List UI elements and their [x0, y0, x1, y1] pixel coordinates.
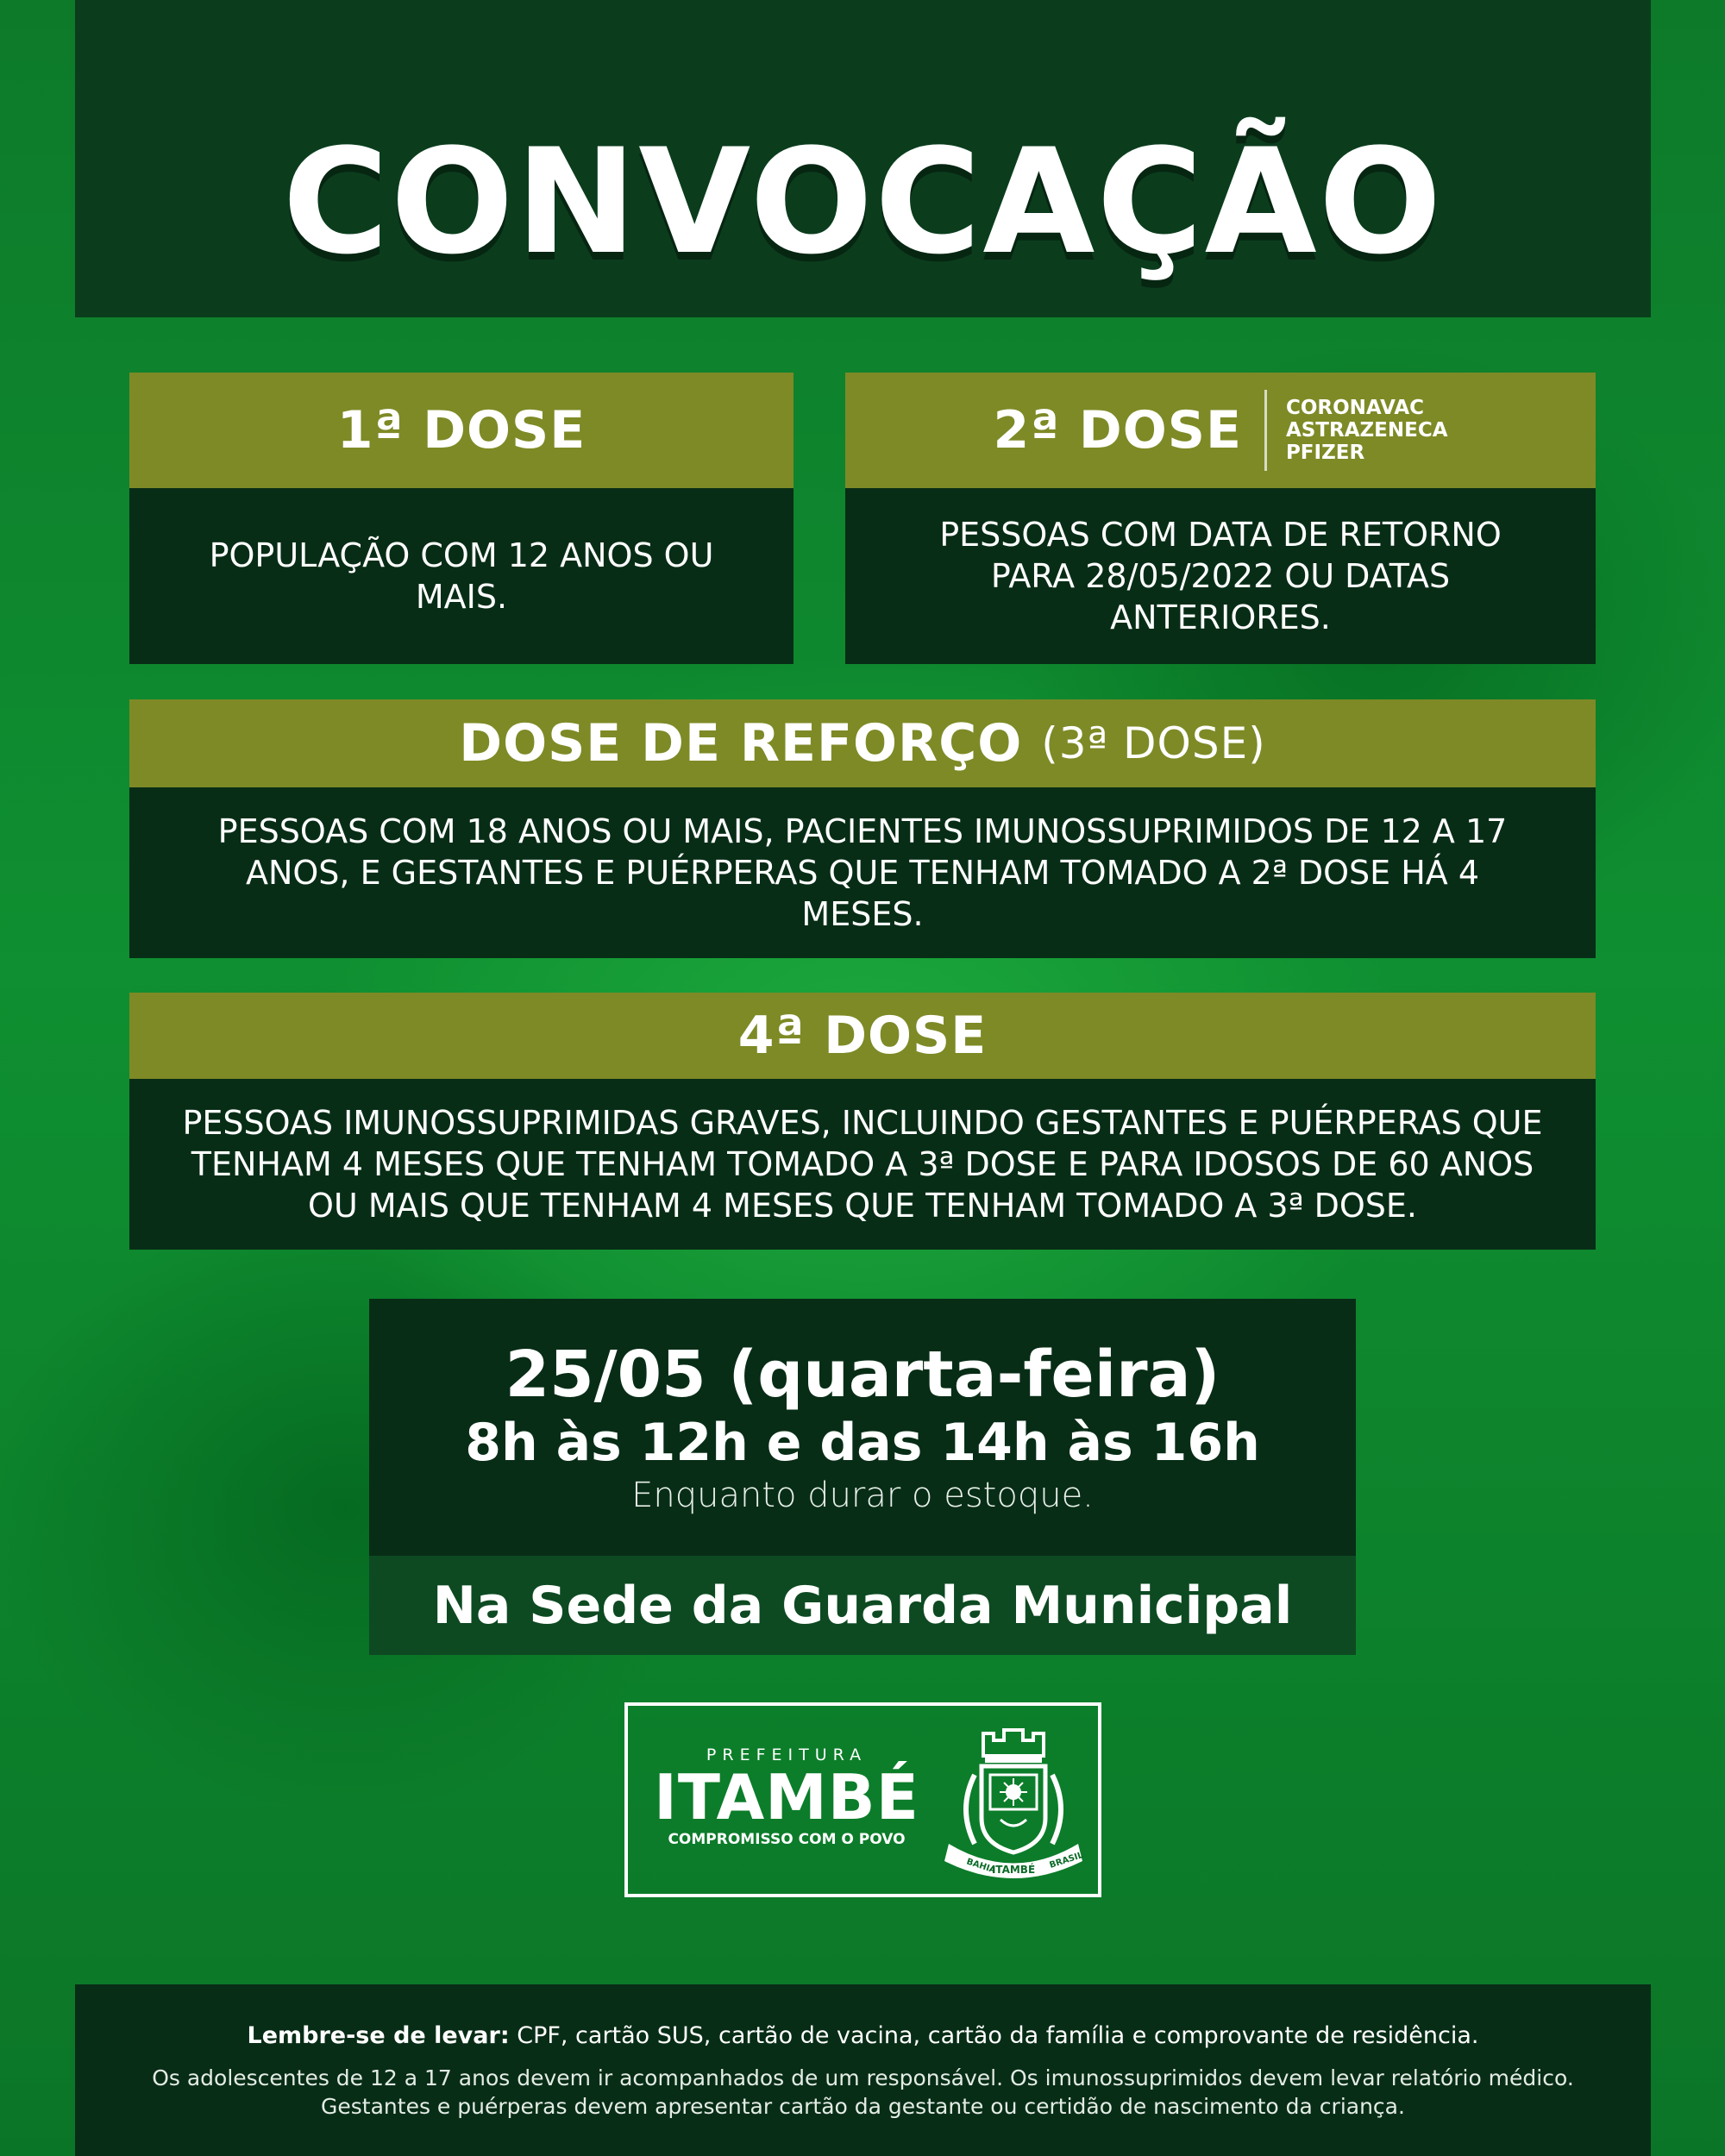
footer-reminder: [247, 2021, 1478, 2052]
prefeitura-logo: [624, 1702, 1101, 1897]
schedule-note: Enquanto durar o estoque.: [631, 1476, 1094, 1515]
dose4-header: [129, 993, 1596, 1079]
dose1-title: 1ª DOSE: [336, 400, 586, 461]
logo-slogan: COMPROMISSO COM O POVO: [668, 1831, 906, 1848]
booster-subtitle: (3ª DOSE): [1041, 718, 1266, 768]
divider: [1264, 390, 1267, 471]
booster-panel: [129, 787, 1596, 958]
dose2-vaccine-list: [1286, 397, 1448, 464]
schedule-panel: [369, 1299, 1356, 1556]
dose4-panel: [129, 1079, 1596, 1250]
booster-description: PESSOAS COM 18 ANOS OU MAIS, PACIENTES IMUNOSSUPRIMIDOS DE 12 A 17 ANOS, E GESTANTES E PUÉRPERAS QUE TENHAM TOMADO A 2ª DOSE HÁ 4 MESES.: [217, 812, 1508, 933]
dose1-header: [129, 373, 794, 488]
vaccine-name: PFIZER: [1285, 442, 1365, 464]
footer-reminder-label: Lembre-se de levar:: [247, 2021, 510, 2049]
logo-text: [649, 1745, 925, 1849]
coat-of-arms-icon: [940, 1723, 1087, 1878]
footer-panel: [75, 1984, 1651, 2156]
crest-label: BRASIL: [1048, 1850, 1085, 1871]
logo-prefix: PREFEITURA: [706, 1745, 868, 1764]
schedule-hours: 8h às 12h e das 14h às 16h: [465, 1413, 1260, 1473]
location-text: Na Sede da Guarda Municipal: [432, 1575, 1293, 1636]
booster-title: DOSE DE REFORÇO: [459, 713, 1023, 774]
dose2-title: 2ª DOSE: [993, 400, 1242, 461]
footer-note: Os adolescentes de 12 a 17 anos devem ir acompanhados de um responsável. Os imunossuprimidos devem levar relatório médico. Gestantes e puérperas devem apresentar cartão da gestante ou certidão de nascimento da criança.: [152, 2065, 1574, 2119]
dose4-title: 4ª DOSE: [737, 1006, 988, 1066]
location-panel: [369, 1556, 1356, 1655]
dose2-header: [845, 373, 1596, 488]
dose4-description: PESSOAS IMUNOSSUPRIMIDAS GRAVES, INCLUINDO GESTANTES E PUÉRPERAS QUE TENHAM 4 MESES QUE TENHAM TOMADO A 3ª DOSE E PARA IDOSOS DE 60 ANOS OU MAIS QUE TENHAM 4 MESES QUE TENHAM TOMADO A 3ª DOSE.: [182, 1104, 1543, 1225]
dose2-description: PESSOAS COM DATA DE RETORNO PARA 28/05/2022 OU DATAS ANTERIORES.: [939, 516, 1502, 636]
vaccine-name: CORONAVAC: [1285, 397, 1425, 419]
page-title: CONVOCAÇÃO: [282, 117, 1444, 286]
vaccine-name: ASTRAZENECA: [1285, 419, 1448, 442]
crest-label: ITAMBÉ: [991, 1864, 1036, 1876]
header-banner: [75, 0, 1651, 317]
crest-label: BAHIA: [965, 1857, 997, 1876]
dose1-description: POPULAÇÃO COM 12 ANOS OU MAIS.: [209, 536, 714, 616]
logo-name: ITAMBÉ: [654, 1761, 919, 1833]
schedule-date: 25/05 (quarta-feira): [505, 1338, 1220, 1412]
dose2-panel: [845, 488, 1596, 664]
footer-reminder-items: CPF, cartão SUS, cartão de vacina, cartão da família e comprovante de residência.: [517, 2021, 1479, 2049]
booster-header: [129, 699, 1596, 787]
dose1-panel: [129, 488, 794, 664]
